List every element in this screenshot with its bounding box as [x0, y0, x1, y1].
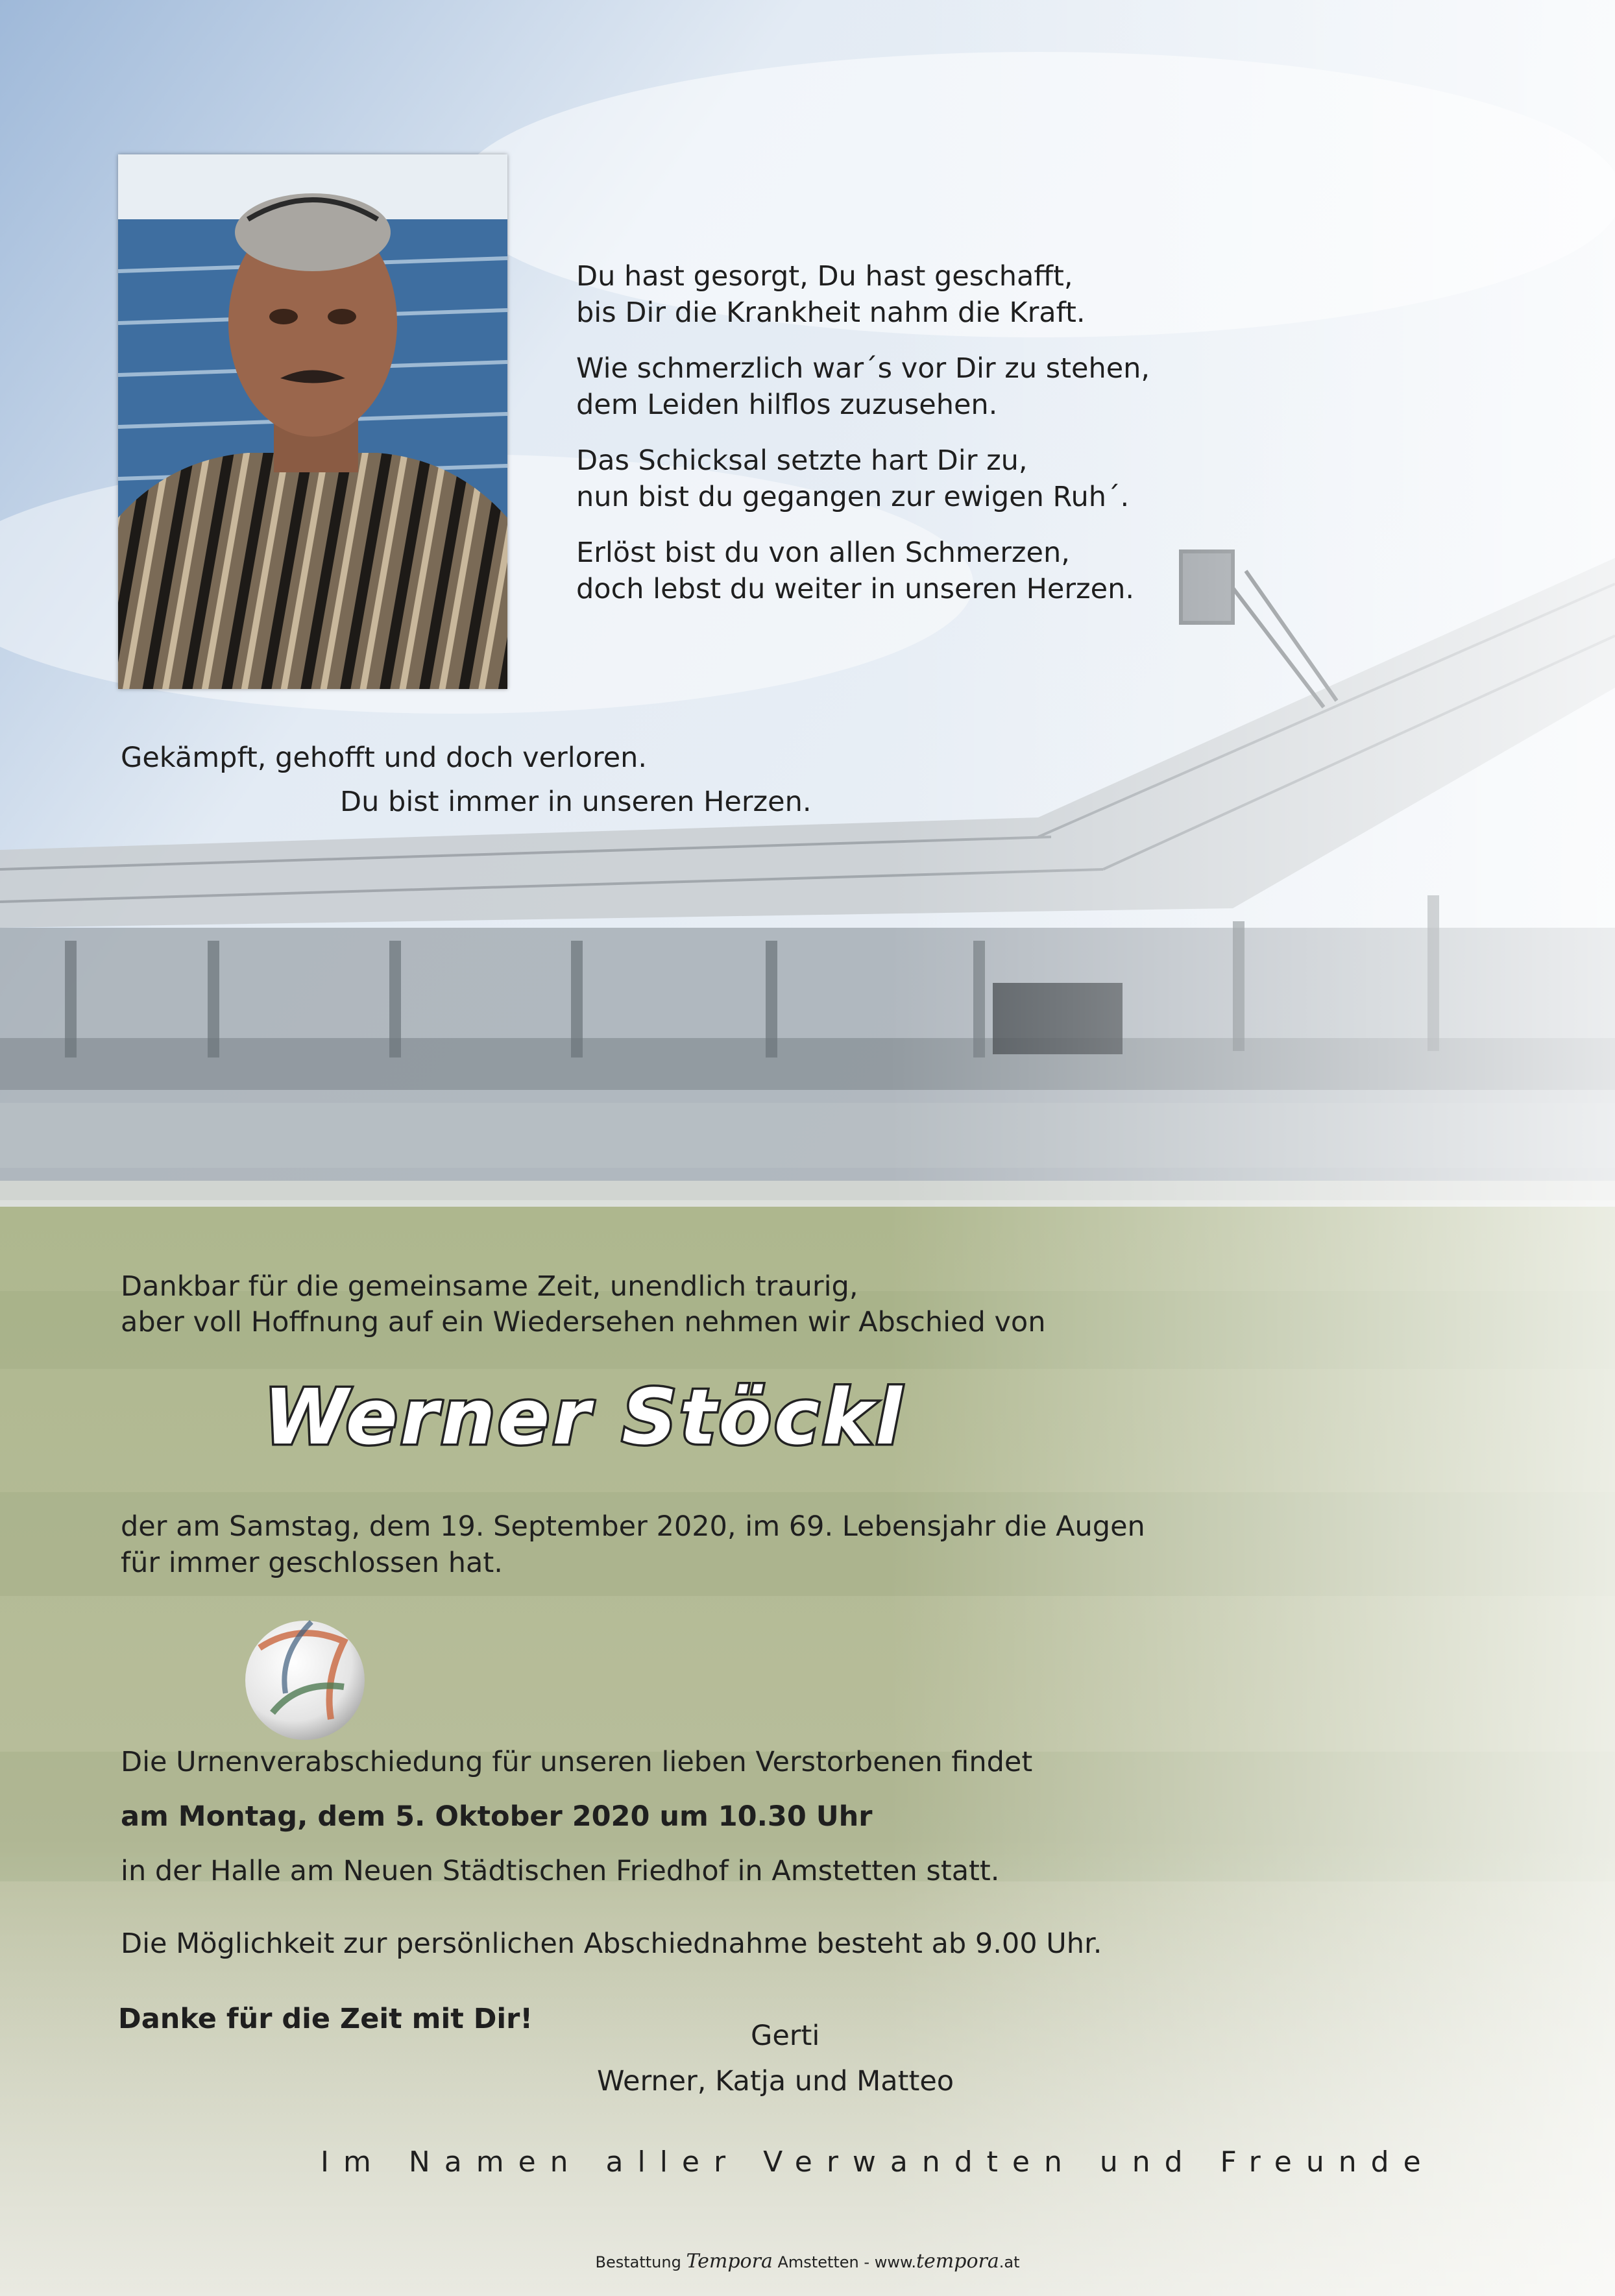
poem-line: Das Schicksal setzte hart Dir zu, [576, 444, 1028, 477]
ceremony-place: in der Halle am Neuen Städtischen Friedhof in Amstetten statt. [121, 1855, 1000, 1887]
farewell-note: Die Möglichkeit zur persönlichen Abschiednahme besteht ab 9.00 Uhr. [121, 1927, 1102, 1960]
poem-stanza-4 [576, 535, 1150, 607]
poem-line: bis Dir die Krankheit nahm die Kraft. [576, 296, 1086, 329]
intro-line-2: aber voll Hoffnung auf ein Wiedersehen nehmen wir Abschied von [121, 1306, 1046, 1338]
thanks-line: Danke für die Zeit mit Dir! [118, 2003, 533, 2035]
motto-line-1: Gekämpft, gehofft und doch verloren. [121, 742, 648, 774]
footer-web-prefix: www. [874, 2253, 916, 2271]
death-line-2: für immer geschlossen hat. [121, 1547, 503, 1579]
footer-web-brand: tempora [916, 2250, 999, 2273]
poem-stanza-2 [576, 350, 1150, 423]
footer-web-suffix: .at [999, 2253, 1020, 2271]
ceremony-date: am Montag, dem 5. Oktober 2020 um 10.30 Uhr [121, 1800, 873, 1833]
family-line-1: Gerti [751, 2020, 820, 2052]
footer-prefix: Bestattung [595, 2253, 681, 2271]
poem [576, 258, 1150, 627]
death-line-1: der am Samstag, dem 19. September 2020, im 69. Lebensjahr die Augen [121, 1510, 1145, 1543]
footer-website [874, 2250, 1020, 2273]
poem-line: dem Leiden hilflos zuzusehen. [576, 389, 998, 421]
poem-line: Erlöst bist du von allen Schmerzen, [576, 537, 1070, 569]
footer-city: Amstetten - [777, 2253, 870, 2271]
deceased-name: Werner Stöckl [263, 1372, 905, 1462]
family-line-2: Werner, Katja und Matteo [597, 2065, 954, 2097]
poem-line: Du hast gesorgt, Du hast geschafft, [576, 260, 1073, 293]
poem-line: nun bist du gegangen zur ewigen Ruh´. [576, 481, 1130, 513]
footer-brand: Tempora [686, 2250, 773, 2273]
motto-line-2: Du bist immer in unseren Herzen. [340, 786, 812, 818]
deceased-name-block [0, 1372, 1168, 1462]
portrait-photo [118, 154, 507, 689]
intro-line-1: Dankbar für die gemeinsame Zeit, unendlich traurig, [121, 1270, 858, 1303]
ceremony-intro: Die Urnenverabschiedung für unseren lieben Verstorbenen findet [121, 1746, 1033, 1778]
relatives-line: Im Namen aller Verwandten und Freunde [321, 2145, 1435, 2179]
poem-stanza-1 [576, 258, 1150, 331]
poem-line: Wie schmerzlich war´s vor Dir zu stehen, [576, 352, 1150, 385]
poem-line: doch lebst du weiter in unseren Herzen. [576, 573, 1134, 605]
poem-stanza-3 [576, 442, 1150, 515]
funeral-home-footer [0, 2250, 1615, 2273]
